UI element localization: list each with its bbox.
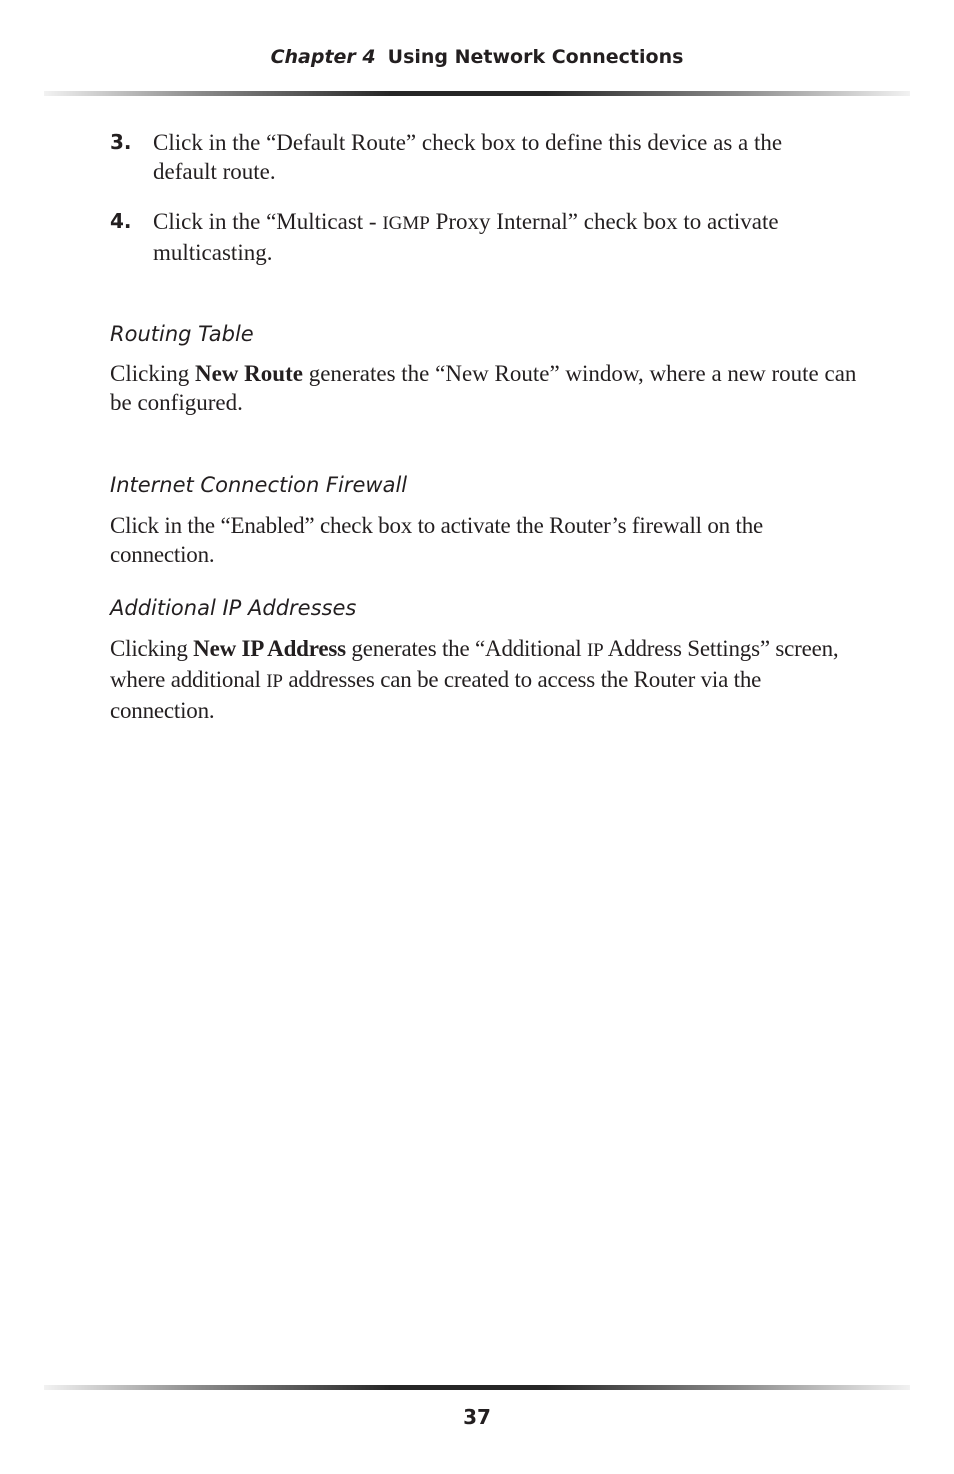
page-header <box>0 46 954 68</box>
section-heading-additional-ip: Additional IP Addresses <box>110 596 357 620</box>
chapter-title: Using Network Connections <box>387 46 684 68</box>
page-number: 37 <box>463 1405 491 1429</box>
footer-rule <box>44 1385 910 1390</box>
new-route-label: New Route <box>194 361 303 386</box>
section-text-additional-ip: Clicking New IP Address generates the “Additional IP Address Settings” screen, where additional IP addresses can be created to access the Router via the connection. <box>110 636 839 723</box>
section-heading-firewall: Internet Connection Firewall <box>110 473 408 497</box>
step-text: Click in the “Multicast - IGMP Proxy Internal” check box to activate multicasting. <box>153 209 779 265</box>
step-number: 3. <box>110 130 132 154</box>
chapter-label: Chapter 4 <box>270 46 376 68</box>
new-ip-address-label: New IP Address <box>193 636 346 661</box>
step-4 <box>110 207 810 267</box>
section-heading-routing-table: Routing Table <box>110 322 254 346</box>
header-rule <box>44 91 910 96</box>
step-number: 4. <box>110 209 132 233</box>
section-text-routing-table: Clicking New Route generates the “New Route” window, where a new route can be configured. <box>110 361 857 415</box>
step-3 <box>110 128 810 186</box>
abbr-igmp: IGMP <box>382 213 430 234</box>
section-text-firewall: Click in the “Enabled” check box to activate the Router’s firewall on the connection. <box>110 513 764 567</box>
step-text: Click in the “Default Route” check box to define this device as a the default route. <box>153 130 783 184</box>
